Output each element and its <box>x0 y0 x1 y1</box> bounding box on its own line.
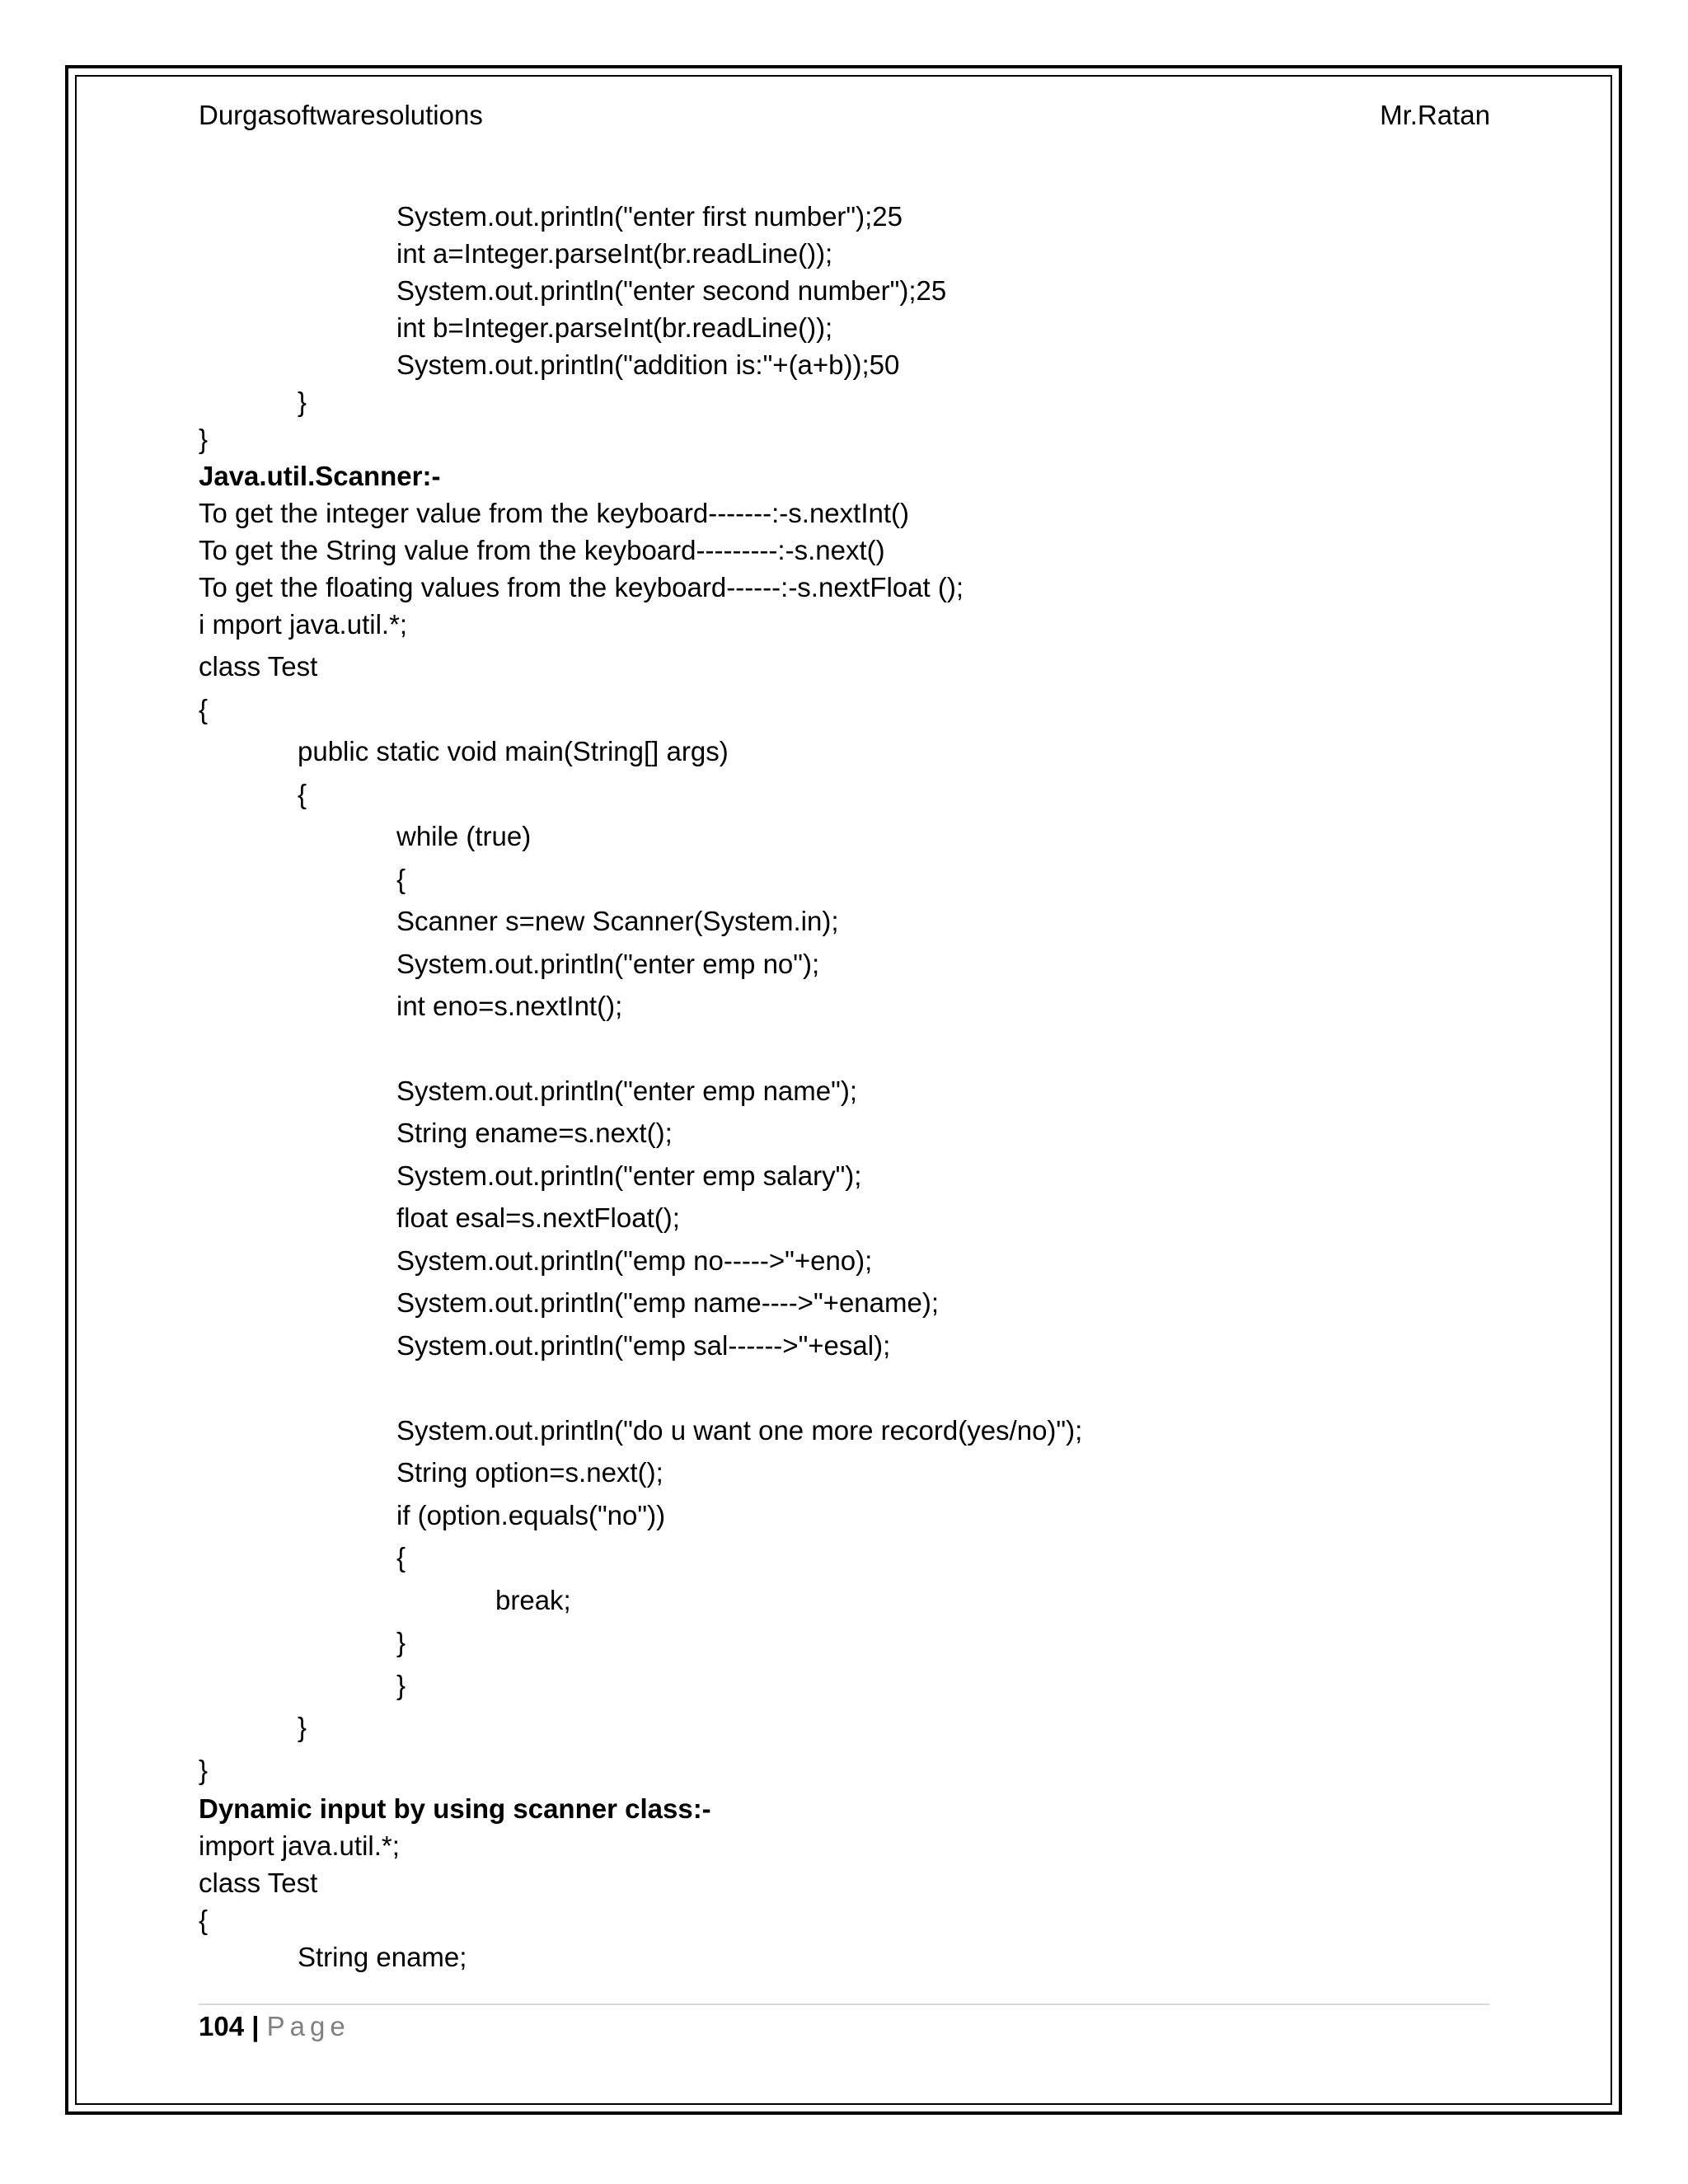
header-company: Durgasoftwaresolutions <box>199 100 483 130</box>
code-line: System.out.println("enter emp name"); <box>396 1076 857 1106</box>
code-line: { <box>298 779 307 809</box>
code-line: { <box>199 694 209 724</box>
footer-separator: | <box>251 2011 260 2041</box>
code-line: String option=s.next(); <box>396 1457 663 1488</box>
section-heading: Dynamic input by using scanner class:- <box>199 1793 711 1824</box>
code-line: System.out.println("enter emp no"); <box>396 949 820 979</box>
page-number: 104 <box>199 2011 245 2041</box>
code-line: System.out.println("enter first number");25 <box>396 201 903 232</box>
code-line: public static void main(String[] args) <box>298 736 729 766</box>
code-line: } <box>199 424 209 454</box>
code-line: System.out.println("addition is:"+(a+b));50 <box>396 349 900 380</box>
text-line: To get the integer value from the keyboard-------:-s.nextInt() <box>199 498 909 528</box>
code-line: float esal=s.nextFloat(); <box>396 1202 680 1233</box>
code-line: while (true) <box>396 821 532 851</box>
code-line: import java.util.*; <box>199 1830 400 1861</box>
code-line: Scanner s=new Scanner(System.in); <box>396 906 839 936</box>
code-line: { <box>396 1542 406 1572</box>
code-line: System.out.println("enter second number");25 <box>396 275 947 306</box>
code-line: System.out.println("emp name---->"+ename); <box>396 1287 940 1318</box>
code-line: class Test <box>199 651 318 682</box>
code-line: i mport java.util.*; <box>199 609 408 640</box>
code-line: int b=Integer.parseInt(br.readLine()); <box>396 312 833 343</box>
code-line: } <box>298 1712 307 1742</box>
text-line: To get the String value from the keyboard---------:-s.next() <box>199 535 885 565</box>
code-line: System.out.println("emp no----->"+eno); <box>396 1245 873 1276</box>
text-line: To get the floating values from the keyboard------:-s.nextFloat (); <box>199 572 964 602</box>
code-line: { <box>396 864 406 894</box>
footer-divider <box>199 2004 1489 2005</box>
code-line: System.out.println("do u want one more record(yes/no)"); <box>396 1415 1083 1446</box>
code-line: String ename; <box>298 1942 467 1972</box>
code-line: System.out.println("enter emp salary"); <box>396 1160 862 1191</box>
page-label: Page <box>266 2011 350 2041</box>
code-line: String ename=s.next(); <box>396 1118 673 1148</box>
code-line: } <box>298 387 307 417</box>
code-line: } <box>396 1627 406 1657</box>
header-author: Mr.Ratan <box>1380 100 1490 130</box>
code-line: } <box>396 1670 406 1700</box>
code-line: { <box>199 1905 209 1935</box>
code-line: int eno=s.nextInt(); <box>396 991 623 1021</box>
code-line: System.out.println("emp sal------>"+esal); <box>396 1330 891 1361</box>
code-line: class Test <box>199 1868 318 1898</box>
page-footer <box>199 2008 350 2045</box>
code-line: } <box>199 1755 209 1785</box>
code-line: break; <box>495 1585 571 1615</box>
code-line: int a=Integer.parseInt(br.readLine()); <box>396 238 833 269</box>
code-line: if (option.equals("no")) <box>396 1500 666 1530</box>
section-heading: Java.util.Scanner:- <box>199 461 441 491</box>
